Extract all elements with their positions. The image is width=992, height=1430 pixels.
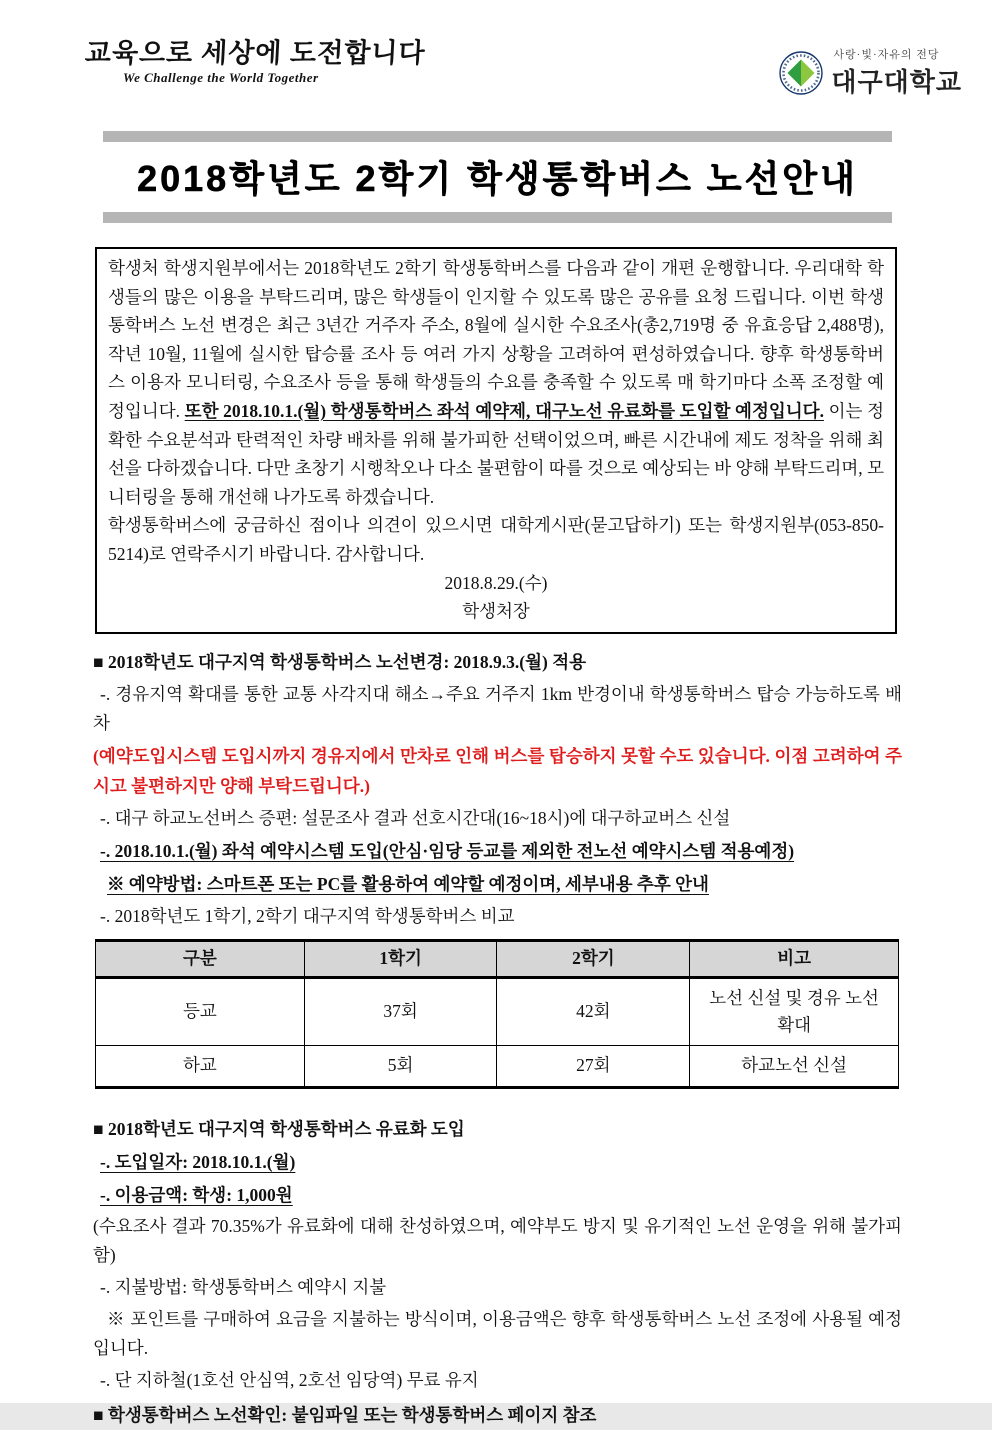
route-change-item-reservation-method: ※ 예약방법: 스마트폰 또는 PC를 활용하여 예약할 예정이며, 세부내용 추후 안내 bbox=[107, 873, 709, 894]
table-cell: 42회 bbox=[497, 977, 690, 1045]
paid-item-date: -. 도입일자: 2018.10.1.(월) bbox=[100, 1151, 296, 1172]
title-top-bar bbox=[103, 131, 892, 142]
paid-item-point: ※ 포인트를 구매하여 요금을 지불하는 방식이며, 이용금액은 향후 학생통학버스 노선 조정에 사용될 예정입니다. bbox=[93, 1308, 902, 1358]
table-cell: 하교노선 신설 bbox=[690, 1045, 899, 1087]
section-paid-heading: ■ 2018학년도 대구지역 학생통학버스 유료화 도입 bbox=[93, 1118, 465, 1139]
table-cell: 5회 bbox=[304, 1045, 497, 1087]
table-header-category: 구분 bbox=[96, 940, 305, 977]
title-bottom-bar bbox=[103, 212, 892, 223]
paid-item-fee: -. 이용금액: 학생: 1,000원 bbox=[100, 1184, 293, 1205]
page-header bbox=[0, 0, 992, 99]
paid-item-payment: -. 지불방법: 학생통학버스 예약시 지불 bbox=[100, 1276, 387, 1297]
notice-signature: 학생처장 bbox=[462, 601, 530, 622]
university-slogan: 사랑·빛·자유의 전당 bbox=[833, 49, 940, 61]
section-route-change-heading: ■ 2018학년도 대구지역 학생통학버스 노선변경: 2018.9.3.(월) 적용 bbox=[93, 651, 587, 672]
route-change-red-note: (예약도입시스템 도입시까지 경유지에서 만차로 인해 버스를 탑승하지 못할 수도 있습니다. 이점 고려하여 주시고 불편하지만 양해 부탁드립니다.) bbox=[93, 745, 902, 796]
table-row bbox=[96, 977, 899, 1045]
route-change-item-coverage: -. 경유지역 확대를 통한 교통 사각지대 해소→주요 거주지 1km 반경이내 학생통학버스 탑승 가능하도록 배차 bbox=[93, 683, 902, 733]
university-logo bbox=[779, 38, 962, 99]
notice-text-2: 이는 정확한 수요분석과 탄력적인 차량 배차를 위해 불가피한 선택이었으며, 빠른 시간내에 제도 정착을 위해 최선을 다하겠습니다. 다만 초창기 시행착오나 다소 불편함이 따를 것으로 예상되는 바 양해 부탁드리며, 모니터링을 통해 개선해 나가도록 하겠습니다. bbox=[108, 400, 885, 507]
table-row bbox=[96, 1045, 899, 1087]
table-header-semester1: 1학기 bbox=[304, 940, 497, 977]
notice-text-1: 학생처 학생지원부에서는 2018학년도 2학기 학생통학버스를 다음과 같이 개편 운행합니다. 우리대학 학생들의 많은 이용을 부탁드리며, 많은 학생들이 인지할 수 있도록 많은 공유를 요청 드립니다. 이번 학생통학버스 노선 변경은 최근 3년간 거주자 주소, 8월에 실시한 수요조사(총2,719명 중 유효응답 2,488명), 작년 10월, 11월에 실시한 탑승률 조사 등 여러 가지 상황을 고려하여 편성하였습니다. 향후 학생통학버스 이용자 모니터링, 수요조사 등을 통해 학생들의 수요를 충족할 수 있도록 매 학기마다 소폭 조정할 예정입니다. bbox=[108, 258, 884, 421]
section-route-check-heading: ■ 학생통학버스 노선확인: 붙임파일 또는 학생통학버스 페이지 참조 bbox=[93, 1404, 597, 1425]
paid-note-survey: (수요조사 결과 70.35%가 유료화에 대해 찬성하였으며, 예약부도 방지 및 유기적인 노선 운영을 위해 불가피함) bbox=[93, 1215, 902, 1265]
page-title: 2018학년도 2학기 학생통학버스 노선안내 bbox=[137, 158, 858, 199]
title-banner bbox=[103, 131, 892, 223]
motto-english-text: We Challenge the World Together bbox=[123, 70, 319, 86]
table-header-remarks: 비고 bbox=[690, 940, 899, 977]
table-cell: 하교 bbox=[96, 1045, 305, 1087]
table-header-semester2: 2학기 bbox=[497, 940, 690, 977]
university-seal-icon bbox=[779, 51, 823, 95]
university-name-block bbox=[831, 46, 962, 99]
table-cell: 등교 bbox=[96, 977, 305, 1045]
sections bbox=[93, 648, 902, 1430]
route-change-item-comparison: -. 2018학년도 1학기, 2학기 대구지역 학생통학버스 비교 bbox=[100, 905, 515, 926]
notice-box bbox=[95, 247, 897, 634]
route-change-item-reservation: -. 2018.10.1.(월) 좌석 예약시스템 도입(안심·임당 등교를 제외한 전노선 예약시스템 적용예정) bbox=[100, 840, 795, 861]
route-change-item-return-bus: -. 대구 하교노선버스 증편: 설문조사 결과 선호시간대(16~18시)에 대구하교버스 신설 bbox=[100, 807, 731, 828]
table-cell: 27회 bbox=[497, 1045, 690, 1087]
motto-logo bbox=[85, 38, 425, 86]
notice-date: 2018.8.29.(수) bbox=[444, 572, 548, 593]
university-name: 대구대학교 bbox=[831, 67, 962, 97]
comparison-table bbox=[95, 939, 899, 1089]
paid-item-subway: -. 단 지하철(1호선 안심역, 2호선 임당역) 무료 유지 bbox=[100, 1369, 479, 1390]
notice-emphasis-text: 또한 2018.10.1.(월) 학생통학버스 좌석 예약제, 대구노선 유료화를 도입할 예정입니다. bbox=[184, 400, 824, 421]
table-cell: 노선 신설 및 경유 노선 확대 bbox=[690, 977, 899, 1045]
notice-paragraph-1 bbox=[108, 254, 884, 511]
notice-paragraph-2: 학생통학버스에 궁금하신 점이나 의견이 있으시면 대학게시판(묻고답하기) 또는 학생지원부(053-850-5214)로 연락주시기 바랍니다. 감사합니다. bbox=[108, 515, 884, 564]
motto-korean-text: 교육으로 세상에 도전합니다 bbox=[84, 38, 427, 68]
table-header-row bbox=[96, 940, 899, 977]
table-cell: 37회 bbox=[304, 977, 497, 1045]
